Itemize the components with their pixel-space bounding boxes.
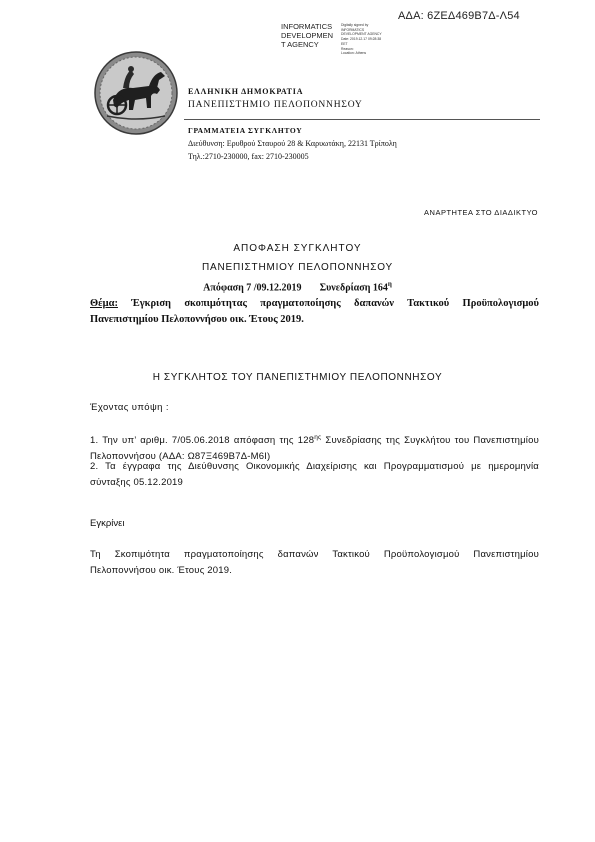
approves-label: Εγκρίνει — [90, 518, 125, 529]
subject — [90, 296, 539, 328]
fine-print-line: Date: 2019.12.17 09:28:38 — [341, 37, 382, 42]
senate-heading: Η ΣΥΓΚΛΗΤΟΣ ΤΟΥ ΠΑΝΕΠΙΣΤΗΜΙΟΥ ΠΕΛΟΠΟΝΝΗΣΟΥ — [152, 372, 443, 383]
ida-logo-line: DEVELOPMEN — [281, 31, 334, 40]
header-secretariat: ΓΡΑΜΜΑΤΕΙΑ ΣΥΓΚΛΗΤΟΥ — [188, 126, 303, 135]
signature-fine-print — [341, 23, 401, 56]
fine-print-line: Location: Athens — [341, 51, 367, 56]
header-republic: ΕΛΛΗΝΙΚΗ ΔΗΜΟΚΡΑΤΙΑ — [188, 87, 304, 96]
decision-number: Απόφαση 7 /09.12.2019 — [203, 282, 302, 294]
session-ordinal: η — [387, 280, 392, 288]
fine-print-line: Reason: — [341, 46, 354, 51]
fine-print-line: INFORMATICS — [341, 27, 365, 32]
subject-text: Έγκριση σκοπιμότητας πραγματοποίησης δαπανών Τακτικού Προϋπολογισμού Πανεπιστημίου Πελοποννήσου οικ. Έτους 2019. — [90, 298, 539, 325]
subject-label: Θέμα: — [90, 298, 118, 309]
header-divider — [184, 119, 540, 120]
item-text: Συνεδρίασης της Συγκλήτου του Πανεπιστημίου Πελοποννήσου (ΑΔΑ: Ω87Ξ469Β7Δ-Μ6Ι) — [90, 435, 539, 462]
item-text: 1. Την υπ’ αριθμ. 7/05.06.2018 απόφαση της 128 — [90, 435, 315, 447]
fine-print-line: EET — [341, 41, 348, 46]
considering-label: Έχοντας υπόψη : — [90, 402, 169, 413]
university-seal-icon — [93, 50, 179, 136]
item-ordinal: ης — [314, 434, 322, 441]
ada-code: ΑΔΑ: 6ΖΕΔ469Β7Δ-Λ54 — [398, 10, 520, 22]
fine-print-line: Digitally signed by — [341, 23, 369, 27]
header-university: ΠΑΝΕΠΙΣΤΗΜΙΟ ΠΕΛΟΠΟΝΝΗΣΟΥ — [188, 100, 363, 110]
decision-meta — [0, 280, 595, 293]
decision-title: ΑΠΟΦΑΣΗ ΣΥΓΚΛΗΤΟΥ — [233, 243, 362, 254]
header-phone: Τηλ.:2710-230000, fax: 2710-230005 — [188, 152, 309, 161]
decision-university: ΠΑΝΕΠΙΣΤΗΜΙΟΥ ΠΕΛΟΠΟΝΝΗΣΟΥ — [201, 262, 394, 273]
ida-logo-line: T AGENCY — [281, 40, 319, 49]
list-item: 2. Τα έγγραφα της Διεύθυνσης Οικονομικής Διαχείρισης και Προγραμματισμού με ημερομηνία σύνταξης 05.12.2019 — [90, 461, 539, 488]
closing-text: Τη Σκοπιμότητα πραγματοποίησης δαπανών Τακτικού Προϋπολογισμού Πανεπιστημίου Πελοποννήσου οικ. Έτους 2019. — [90, 549, 539, 576]
fine-print-line: DEVELOPMENT AGENCY — [341, 32, 382, 37]
decision-session: Συνεδρίαση 164 — [319, 282, 388, 294]
publish-note: ΑΝΑΡΤΗΤΕΑ ΣΤΟ ΔΙΑΔΙΚΤΥΟ — [424, 208, 538, 217]
header-address: Διεύθυνση: Ερυθρού Σταυρού 28 & Καρυωτάκη, 22131 Τρίπολη — [188, 139, 397, 148]
ida-logo — [281, 22, 341, 49]
ida-logo-line: INFORMATICS — [281, 22, 333, 31]
